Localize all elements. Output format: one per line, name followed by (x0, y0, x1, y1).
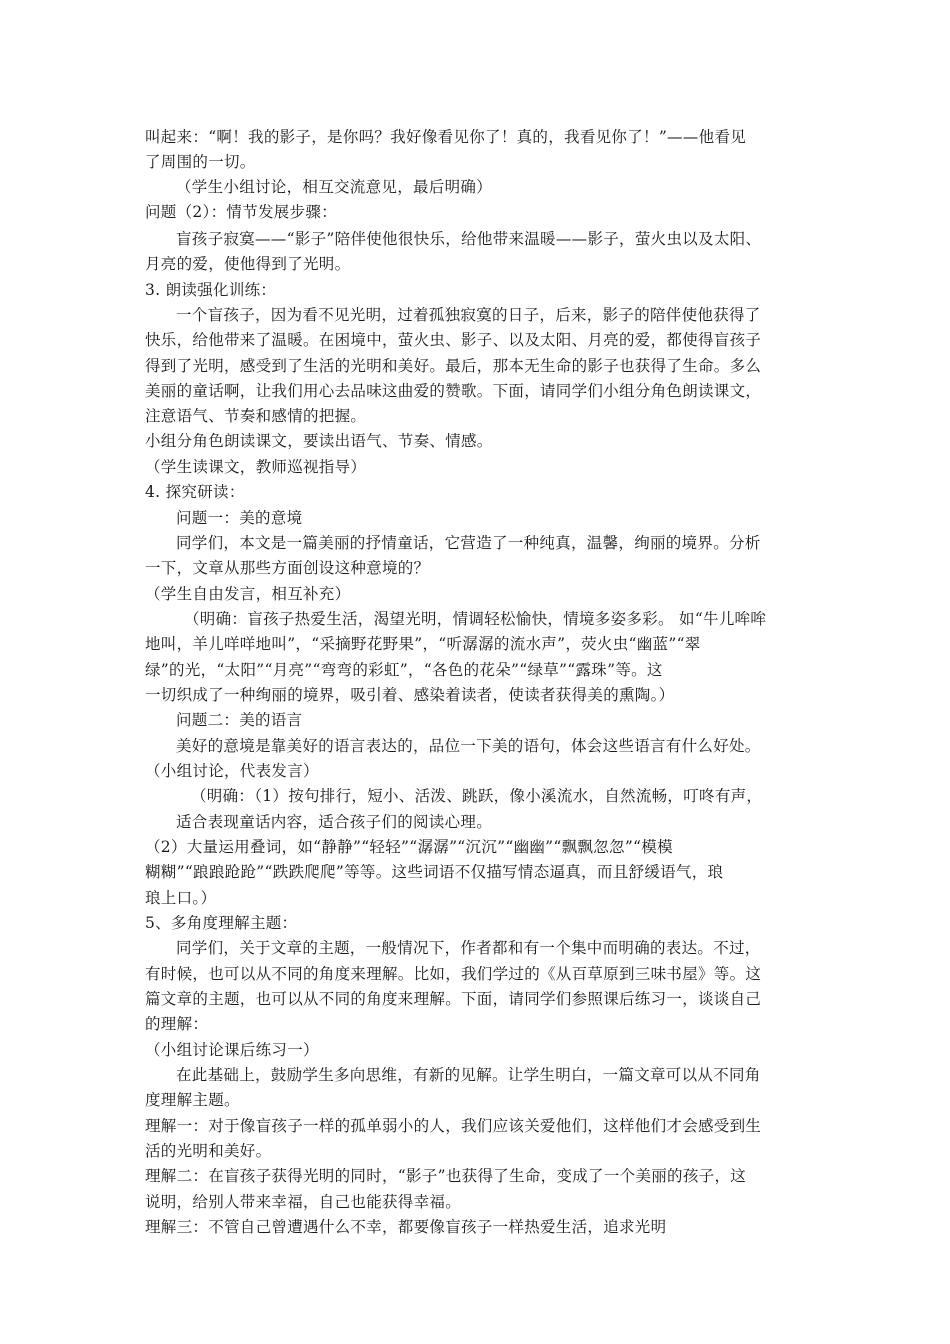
text-line: 盲孩子寂寞——“影子”陪伴使他很快乐，给他带来温暖——影子，萤火虫以及太阳、 (176, 230, 762, 248)
text-line: 5、多角度理解主题： (145, 914, 298, 932)
text-line: 同学们，本文是一篇美丽的抒情童话，它营造了一种纯真，温馨，绚丽的境界。分析 (176, 534, 761, 552)
text-line: （学生自由发言，相互补充） (145, 585, 351, 603)
text-line: （明确：（1）按句排行，短小、活泼、跳跃，像小溪流水，自然流畅，叮咚有声， (191, 787, 763, 805)
text-line: 美好的意境是靠美好的语言表达的，品位一下美的语句，体会这些语言有什么好处。 (176, 737, 761, 755)
text-line: 美丽的童话啊，让我们用心去品味这曲爱的赞歌。下面，请同学们小组分角色朗读课文， (145, 382, 762, 400)
text-line: （2）大量运用叠词，如“静静”“轻轻”“潺潺”“沉沉”“幽幽”“飘飘忽忽”“模模 (145, 838, 673, 856)
text-line: 说明，给别人带来幸福，自己也能获得幸福。 (145, 1193, 462, 1211)
text-line: 注意语气、节奏和感情的把握。 (145, 407, 367, 425)
text-line: 一下，文章从那些方面创设这种意境的？ (145, 559, 430, 577)
text-line: （明确：盲孩子热爱生活，渴望光明，情调轻松愉快，情境多姿多彩。 如“牛儿哞哞 (184, 610, 767, 628)
text-line: （小组讨论，代表发言） (145, 762, 319, 780)
text-line: 3. 朗读强化训练： (145, 281, 277, 299)
text-line: 篇文章的主题，也可以从不同的角度来理解。下面，请同学们参照课后练习一，谈谈自己 (145, 990, 762, 1008)
text-line: 快乐，给他带来了温暖。在困境中，萤火虫、影子、以及太阳、月亮的爱，都使得盲孩子 (145, 331, 762, 349)
text-line: 小组分角色朗读课文，要读出语气、节奏、情感。 (145, 432, 493, 450)
text-line: 地叫，羊儿咩咩地叫”，“采摘野花野果”，“听潺潺的流水声”，荧火虫“幽蓝”“翠 (145, 635, 701, 653)
text-line: （小组讨论课后练习一） (145, 1041, 319, 1059)
text-line: 琅上口。） (145, 889, 217, 907)
text-line: 理解三：不管自己曾遭遇什么不幸，都要像盲孩子一样热爱生活，追求光明 (145, 1218, 667, 1236)
text-line: （学生小组讨论，相互交流意见，最后明确） (176, 178, 493, 196)
text-line: 叫起来：“啊！我的影子，是你吗？我好像看见你了！真的，我看见你了！”——他看见 (145, 128, 747, 146)
text-line: 理解二：在盲孩子获得光明的同时，“影子”也获得了生命，变成了一个美丽的孩子，这 (145, 1167, 747, 1185)
text-line: 问题一：美的意境 (176, 509, 303, 527)
text-line: 同学们，关于文章的主题，一般情况下，作者都和有一个集中而明确的表达。不过， (176, 939, 761, 957)
text-line: 了周围的一切。 (145, 153, 256, 171)
text-line: 4. 探究研读： (145, 483, 245, 501)
text-line: （学生读课文，教师巡视指导） (145, 458, 367, 476)
text-line: 问题二：美的语言 (176, 711, 303, 729)
text-line: 糊糊”“踉踉跄跄”“跌跌爬爬”等等。这些词语不仅描写情态逼真，而且舒缓语气，琅 (145, 863, 724, 881)
text-line: 活的光明和美好。 (145, 1142, 272, 1160)
text-line: 适合表现童话内容，适合孩子们的阅读心理。 (176, 813, 493, 831)
text-line: 一个盲孩子，因为看不见光明，过着孤独寂寞的日子，后来，影子的陪伴使他获得了 (176, 306, 761, 324)
text-line: 的理解： (145, 1015, 209, 1033)
text-line: 理解一：对于像盲孩子一样的孤单弱小的人，我们应该关爱他们，这样他们才会感受到生 (145, 1117, 762, 1135)
text-line: 度理解主题。 (145, 1091, 240, 1109)
text-line: 绿”的光，“太阳”“月亮”“弯弯的彩虹”，“各色的花朵”“绿草”“露珠”等。这 (145, 661, 663, 679)
text-line: 月亮的爱，使他得到了光明。 (145, 255, 351, 273)
text-line: 有时候，也可以从不同的角度来理解。比如，我们学过的《从百草原到三味书屋》等。这 (145, 965, 762, 983)
text-line: 一切织成了一种绚丽的境界，吸引着、感染着读者，使读者获得美的熏陶。） (145, 686, 675, 704)
text-line: 得到了光明，感受到了生活的光明和美好。最后，那本无生命的影子也获得了生命。多么 (145, 357, 762, 375)
text-line: 在此基础上，鼓励学生多向思维，有新的见解。让学生明白，一篇文章可以从不同角 (176, 1066, 761, 1084)
text-line: 问题（2）：情节发展步骤： (145, 203, 338, 221)
